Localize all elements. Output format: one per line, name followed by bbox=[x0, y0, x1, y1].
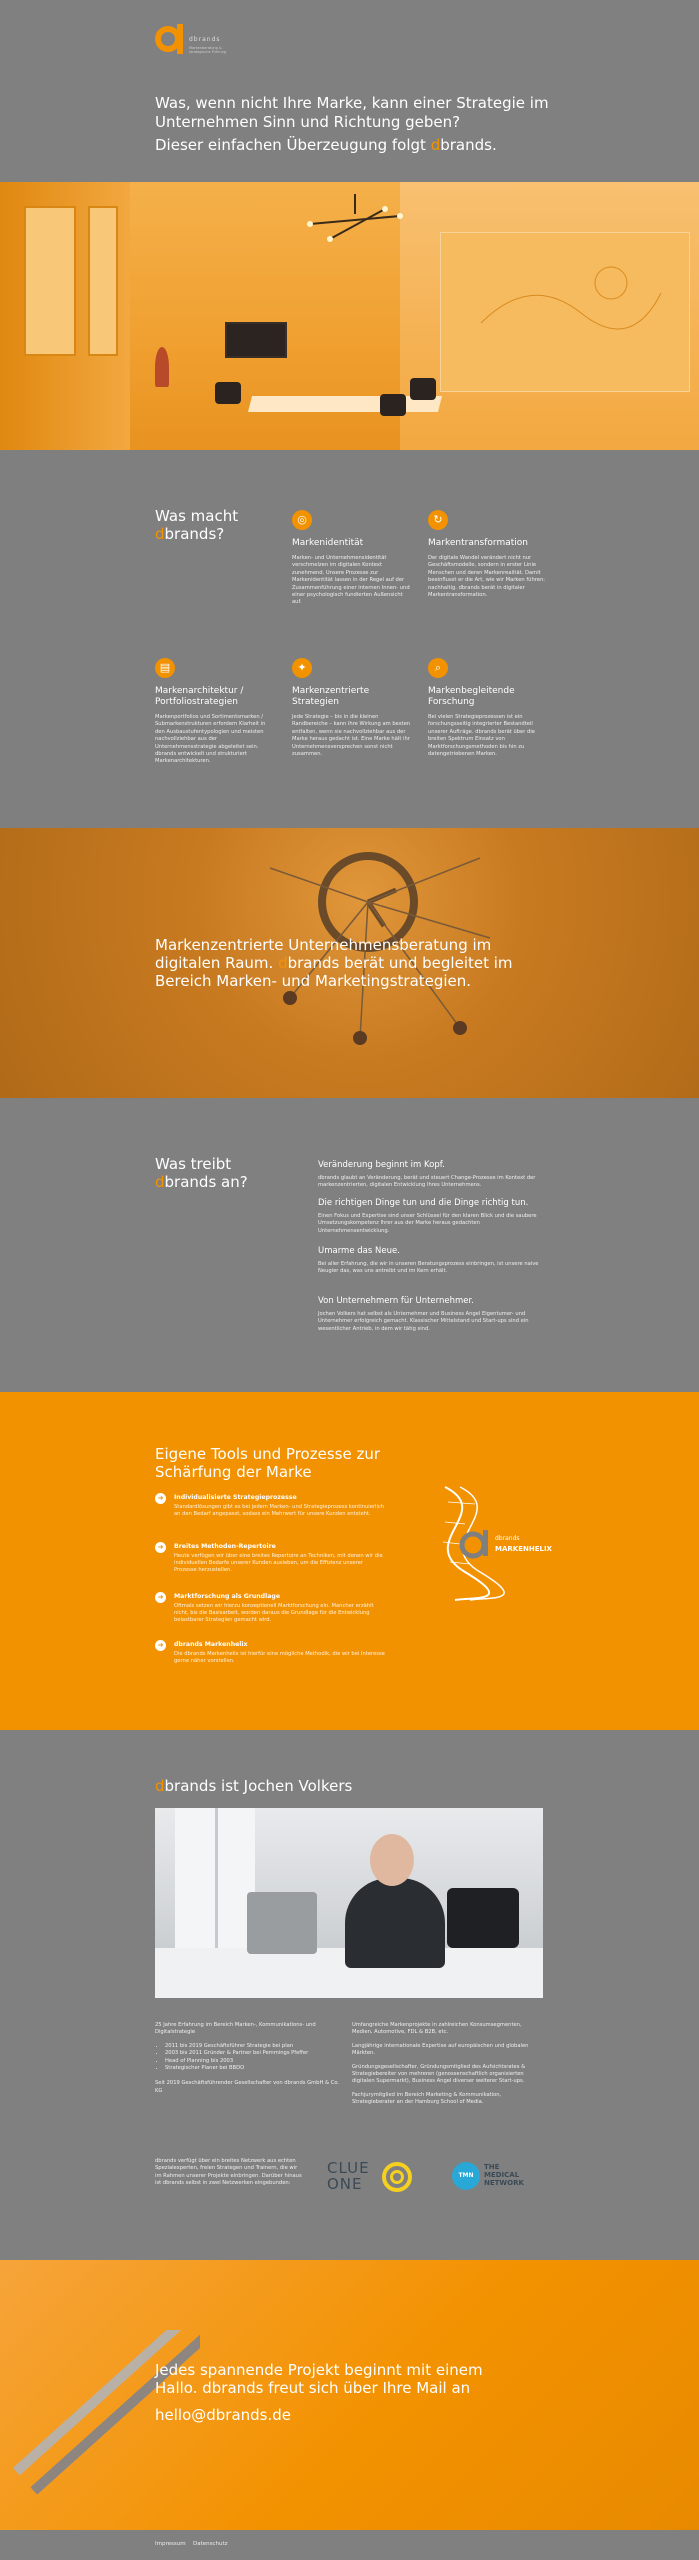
window-left bbox=[24, 206, 76, 356]
clue-one-logo[interactable]: CLUE ONE bbox=[327, 2160, 422, 2202]
person-head bbox=[370, 1834, 414, 1886]
network-text: dbrands verfügt über ein breites Netzwerk aus echten Spezialexperten, freien Strategen und Trainern, die wir im Rahmen unserer Projekte einbringen. Darüber hinaus ist dbrands selbst in zwei Netzwerken eingebunden: bbox=[155, 2158, 302, 2187]
tmn-badge-icon: TMN bbox=[452, 2162, 480, 2190]
pencils-image bbox=[0, 2330, 200, 2530]
value-item: Veränderung beginnt im Kopf. dbrands glaubt an Veränderung, berät und steuert Change-Prozesse im Kontext der markenzentrierten, digitalen Entwicklung Ihres Unternehmens. bbox=[318, 1160, 536, 1189]
value-item: Umarme das Neue. Bei aller Erfahrung, die wir in unseren Beratungsprozess einbringen, ist unsere naive Neugier das, was uns antreibt und im Kern erhält. bbox=[318, 1246, 539, 1275]
layers-icon: ▤ bbox=[155, 658, 175, 678]
dbrands-logo[interactable] bbox=[155, 24, 235, 60]
tool-item: ➜ dbrands Markenhelix Die dbrands Markenhelix ist hierfür eine mögliche Methodik, die wir bei Interesse gerne näher vorstellen. bbox=[155, 1640, 385, 1665]
service-markentransformation: ↻ Markentransformation Der digitale Wandel verändert nicht nur Geschäftsmodelle, sondern in erster Linie Menschen und deren Markenrealität. Damit beeinflusst er die Art, wie wir Marken führen: nachhaltig. dbrands berät in digitaler Markentransformation. bbox=[428, 510, 548, 599]
arrow-icon: ➜ bbox=[155, 1640, 166, 1651]
helix-label: MARKENHELIX bbox=[495, 1545, 552, 1553]
tool-item: ➜ Marktforschung als Grundlage Oftmals setzen wir hierzu konzeptionell Marktforschung ein. Mancher erzählt nicht, bis die Basisarbeit, worden daraus die Grundlage für die Entwicklung belastbarer Strategien gemacht wird. bbox=[155, 1592, 385, 1625]
wall-tv bbox=[225, 322, 287, 358]
arrow-icon: ➜ bbox=[155, 1592, 166, 1603]
impressum-link[interactable]: Impressum bbox=[155, 2541, 186, 2547]
service-markenzentrierte-strategien: ✦ Markenzentrierte Strategien Jede Strategie – bis in die kleinen Randbereiche – kann ihre Wirkung am besten entfalten, wenn sie nachvollziehbar aus der Marke heraus gedacht ist. Eine Marke hält ihr Unternehmensversprechen sonst nicht zusammen. bbox=[292, 658, 412, 758]
value-item: Die richtigen Dinge tun und die Dinge richtig tun. Einen Fokus und Expertise sind unser Schlüssel für den klaren Blick und die saubere Umsetzungskompetenz Ihrer aus der Marke heraus gedachten Unternehmensentwicklung. bbox=[318, 1198, 537, 1234]
portrait-photo bbox=[155, 1808, 543, 1998]
flower-vase bbox=[155, 347, 169, 387]
about-title: dbrands ist Jochen Volkers bbox=[155, 1777, 353, 1795]
header-question: Was, wenn nicht Ihre Marke, kann einer Strategie im Unternehmen Sinn und Richtung geben? bbox=[155, 94, 549, 131]
header-section bbox=[0, 0, 699, 182]
logo-word: dbrands bbox=[189, 36, 221, 43]
medical-network-logo[interactable]: TMN THE MEDICAL NETWORK bbox=[452, 2160, 547, 2202]
chair-back bbox=[447, 1888, 519, 1948]
experience-summary: Umfangreiche Markenprojekte in zahlreichen Konsumsegmenten, Medien, Automotive, FDL & B2B, etc. Langjährige internationale Expertise auf europäischen und globalen Märkten. Gründungsgesellschafter, Gründungsmitglied des Aufsichtsrates & Strategiebereiter von mehreren (genossenschaftlich organisierten digitalen Supermarkt), Business Angel diverser weiterer Start-ups. Fachjurymitglied im Bereich Marketing & Kommunikation, Strategieberater an der Hamburg School of Media. bbox=[352, 2022, 529, 2106]
laptop bbox=[247, 1892, 317, 1954]
refresh-icon: ↻ bbox=[428, 510, 448, 530]
header-belief: Dieser einfachen Überzeugung folgt dbrands. bbox=[155, 136, 497, 154]
services-title: Was macht dbrands? bbox=[155, 507, 239, 543]
service-markenarchitektur: ▤ Markenarchitektur / Portfoliostrategien Markenportfolios und Sortimentsmarken / Submarkenstrukturen erfordern Klarheit in den Ausbaustufentypologien und meisten nachvollziehbar aus der Unternehmensstrategie abgeleitet sein. dbrands entwickelt und strukturiert Markenarchitekturen. bbox=[155, 658, 275, 766]
values-title: Was treibt dbrands an? bbox=[155, 1155, 248, 1191]
career-list: • 2011 bis 2019 Geschäftsführer Strategie bei plan • 2003 bis 2011 Gründer & Partner bei Pemmings Pfeffer • Head of Planning bis 2003 • Strategischer Planer bei BBDO bbox=[165, 2043, 345, 2073]
consulting-headline: Markenzentrierte Unternehmensberatung im digitalen Raum. dbrands berät und begleitet im Bereich Marken- und Marketingstrategien. bbox=[155, 936, 513, 990]
datenschutz-link[interactable]: Datenschutz bbox=[193, 2541, 228, 2547]
career-summary: 25 Jahre Erfahrung im Bereich Marken-, Kommunikations- und Digitalstrategie • 2011 bis 2019 Geschäftsführer Strategie bei plan • 2003 bis 2011 Gründer & Partner bei Pemmings Pfeffer • Head of Planning bis 2003 • Strategischer Planer bei BBDO Seit 2019 Geschäftsführender Gesellschafter von dbrands GmbH & Co. KG bbox=[155, 2022, 345, 2095]
logo-bar-mark bbox=[177, 24, 183, 54]
clue-one-inner-icon bbox=[390, 2170, 404, 2184]
search-icon: ⌕ bbox=[428, 658, 448, 678]
whiteboard-sketch-icon bbox=[441, 233, 691, 393]
window-door bbox=[88, 206, 118, 356]
contact-email-link[interactable]: hello@dbrands.de bbox=[155, 2406, 292, 2424]
about-section bbox=[0, 1730, 699, 2260]
contact-section bbox=[0, 2260, 699, 2530]
office-hero-image bbox=[0, 182, 699, 450]
person-suit bbox=[345, 1878, 445, 1968]
arrow-icon: ➜ bbox=[155, 1542, 166, 1553]
chandelier-icon bbox=[300, 194, 410, 254]
tools-section bbox=[0, 1392, 699, 1730]
logo-tagline: Markenberatung & strategische Führung bbox=[189, 46, 227, 54]
contact-text: Jedes spannende Projekt beginnt mit einem Hallo. dbrands freut sich über Ihre Mail an bbox=[155, 2361, 483, 2397]
whiteboard bbox=[440, 232, 690, 392]
markenhelix-logo bbox=[415, 1482, 555, 1602]
services-section bbox=[0, 450, 699, 828]
arrow-icon: ➜ bbox=[155, 1493, 166, 1504]
target-icon: ◎ bbox=[292, 510, 312, 530]
service-markenbegleitende-forschung: ⌕ Markenbegleitende Forschung Bei vielen Strategieprozessen ist ein forschungsseitig integrierter Bestandteil unserer Aufträge. dbrands berät über die breiten Spektrum Einsatz von Marktforschungsmethoden bis hin zu datengetriebenen Marken. bbox=[428, 658, 548, 758]
helix-brand: dbrands bbox=[495, 1535, 520, 1542]
tool-item: ➜ Breites Methoden-Repertoire Heute verfügen wir über eine breites Repertoire an Techniken, mit denen wir die individuellen Bedarfe unserer Kunden ausleben, um die Effizienz unserer Prozesse herzustellen. bbox=[155, 1542, 385, 1575]
values-section bbox=[0, 1098, 699, 1392]
chair bbox=[215, 382, 241, 404]
chair bbox=[410, 378, 436, 400]
chair bbox=[380, 394, 406, 416]
compass-icon: ✦ bbox=[292, 658, 312, 678]
helix-icon bbox=[415, 1482, 555, 1602]
value-item: Von Unternehmern für Unternehmer. Jochen Volkers hat selbst als Unternehmer und Business Angel Eigentumer- und Unternehmer erfolgreich gemacht. Klassischer Mittelstand und Start-ups sind ein wesentlicher Antrieb, in dem wir tätig sind. bbox=[318, 1296, 529, 1332]
consulting-hero-image bbox=[0, 828, 699, 1098]
tool-item: ➜ Individualisierte Strategieprozesse Standardlösungen gibt es bei jedem Marken- und Strategieprozess kontinuierlich an den Bedarf angepasst, sodass ein Mehrwert für unsere Kunden entsteht. bbox=[155, 1493, 385, 1518]
service-markenidentitaet: ◎ Markenidentität Marken- und Unternehmensidentität verschmelzen im digitalen Kontext zunehmend. Unsere Prozesse zur Markenidentität lassen in der Regel auf der Zusammenführung einer internen Innen- und einer psychologisch fundierten Außensicht auf. bbox=[292, 510, 412, 607]
tools-title: Eigene Tools und Prozesse zur Schärfung der Marke bbox=[155, 1445, 380, 1481]
footer bbox=[0, 2530, 699, 2560]
